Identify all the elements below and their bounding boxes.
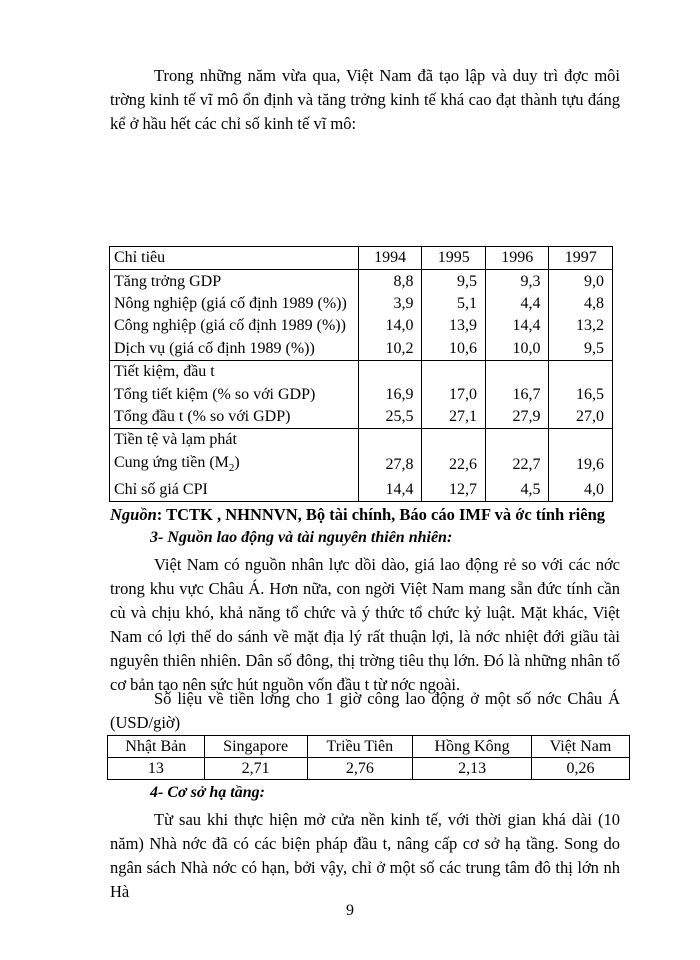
cell-value: [422, 429, 486, 452]
source-text: : TCTK , NHNNVN, Bộ tài chính, Báo cáo IMF và ớc tính riêng: [156, 505, 606, 524]
header-year: 1995: [422, 247, 486, 270]
table-row: [110, 383, 613, 405]
cell-value: 27,1: [422, 406, 486, 429]
wage-value: 0,26: [532, 758, 630, 780]
table-row: [110, 406, 613, 429]
row-label: Tổng đầu t (% so với GDP): [110, 406, 359, 429]
cell-value: 22,7: [485, 452, 549, 479]
table-header-row: [108, 736, 630, 758]
cell-value: [549, 360, 613, 383]
table-source: [110, 505, 605, 525]
section-3-heading: 3- Nguồn lao động và tài nguyên thiên nhiên:: [150, 529, 453, 546]
country-name: Việt Nam: [532, 736, 630, 758]
cell-value: 10,0: [485, 338, 549, 361]
cell-value: [549, 429, 613, 452]
row-label: Dịch vụ (giá cố định 1989 (%)): [110, 338, 359, 361]
header-year: 1994: [358, 247, 422, 270]
cell-value: 4,0: [549, 479, 613, 502]
section-4-heading: 4- Cơ sở hạ tầng:: [150, 784, 265, 801]
cell-value: [485, 360, 549, 383]
cell-value: 14,4: [485, 315, 549, 337]
cell-value: 4,8: [549, 293, 613, 315]
cell-value: 17,0: [422, 383, 486, 405]
cell-value: 4,4: [485, 293, 549, 315]
source-prefix: Nguồn: [110, 505, 157, 524]
row-label: Nông nghiệp (giá cố định 1989 (%)): [110, 293, 359, 315]
country-name: Triều Tiên: [307, 736, 413, 758]
section-3-paragraph: Việt Nam có nguồn nhân lực dồi dào, giá lao động rẻ so với các nớc trong khu vực Châu Á. Hơn nữa, con ngời Việt Nam mang sẵn đức tính cần cù và chịu khó, khả năng tổ chức và ý thức tổ chức kỷ luật. Mặt khác, Việt Nam có lợi thế do sánh về mặt địa lý rất thuận lợi, là nớc nhiệt đới giầu tài nguyên thiên nhiên. Dân số đông, thị trờng tiêu thụ lớn. Đó là những nhân tố cơ bản tạo nên sức hút nguồn vốn đầu t từ nớc ngoài.: [110, 555, 620, 694]
row-label: Công nghiệp (giá cố định 1989 (%)): [110, 315, 359, 337]
wage-value: 13: [108, 758, 205, 780]
cell-value: 13,9: [422, 315, 486, 337]
table-row: [110, 293, 613, 315]
cell-value: 27,9: [485, 406, 549, 429]
country-name: Nhật Bản: [108, 736, 205, 758]
cell-value: 14,0: [358, 315, 422, 337]
section-4-paragraph: Từ sau khi thực hiện mở cửa nền kinh tế, với thời gian khá dài (10 năm) Nhà nớc đã có các biện pháp đầu t, nâng cấp cơ sở hạ tầng. Song do ngân sách Nhà nớc có hạn, bởi vậy, chỉ ở một số các trung tâm đô thị lớn nh Hà: [110, 810, 620, 901]
country-name: Singapore: [204, 736, 307, 758]
cell-value: 13,2: [549, 315, 613, 337]
table-row: [110, 270, 613, 293]
wage-table: [107, 735, 630, 780]
cell-value: 27,8: [358, 452, 422, 479]
row-label: [110, 452, 359, 479]
intro-paragraph: Trong những năm vừa qua, Việt Nam đã tạo lập và duy trì đợc môi trờng kinh tế vĩ mô ổn định và tăng trởng kinh tế khá cao đạt thành tựu đáng kể ở hầu hết các chỉ số kinh tế vĩ mô:: [110, 66, 620, 133]
cell-value: 4,5: [485, 479, 549, 502]
table-row: [108, 758, 630, 780]
cell-value: 10,2: [358, 338, 422, 361]
row-label-subscript: 2: [228, 461, 235, 474]
cell-value: 14,4: [358, 479, 422, 502]
row-label: Tổng tiết kiệm (% so với GDP): [110, 383, 359, 405]
table-row: [110, 338, 613, 361]
cell-value: [485, 429, 549, 452]
table-row: [110, 452, 613, 479]
cell-value: 25,5: [358, 406, 422, 429]
cell-value: 9,0: [549, 270, 613, 293]
header-year: 1997: [549, 247, 613, 270]
table-row: [110, 479, 613, 502]
cell-value: 9,3: [485, 270, 549, 293]
cell-value: 8,8: [358, 270, 422, 293]
row-label-end: ): [234, 453, 240, 471]
cell-value: 16,5: [549, 383, 613, 405]
table-row: [110, 429, 613, 452]
page-number: 9: [346, 902, 354, 919]
row-label: Tiền tệ và lạm phát: [110, 429, 359, 452]
cell-value: 27,0: [549, 406, 613, 429]
table-row: [110, 360, 613, 383]
wage-value: 2,71: [204, 758, 307, 780]
wage-table-intro: Số liệu về tiền lơng cho 1 giờ công lao động ở một số nớc Châu Á (USD/giờ): [110, 689, 620, 732]
cell-value: [358, 360, 422, 383]
wage-value: 2,76: [307, 758, 413, 780]
cell-value: 16,7: [485, 383, 549, 405]
cell-value: 5,1: [422, 293, 486, 315]
cell-value: 19,6: [549, 452, 613, 479]
cell-value: [422, 360, 486, 383]
table-header-row: [110, 247, 613, 270]
economic-indicators-table: [109, 246, 613, 502]
header-year: 1996: [485, 247, 549, 270]
country-name: Hồng Kông: [413, 736, 532, 758]
cell-value: 12,7: [422, 479, 486, 502]
table-row: [110, 315, 613, 337]
header-label: Chỉ tiêu: [110, 247, 359, 270]
cell-value: 16,9: [358, 383, 422, 405]
cell-value: 10,6: [422, 338, 486, 361]
cell-value: [358, 429, 422, 452]
row-label: Tiết kiệm, đầu t: [110, 360, 359, 383]
cell-value: 22,6: [422, 452, 486, 479]
row-label: Chỉ số giá CPI: [110, 479, 359, 502]
cell-value: 9,5: [422, 270, 486, 293]
cell-value: 3,9: [358, 293, 422, 315]
row-label: Tăng trởng GDP: [110, 270, 359, 293]
cell-value: 9,5: [549, 338, 613, 361]
row-label-main: Cung ứng tiền (M: [114, 453, 229, 471]
wage-value: 2,13: [413, 758, 532, 780]
